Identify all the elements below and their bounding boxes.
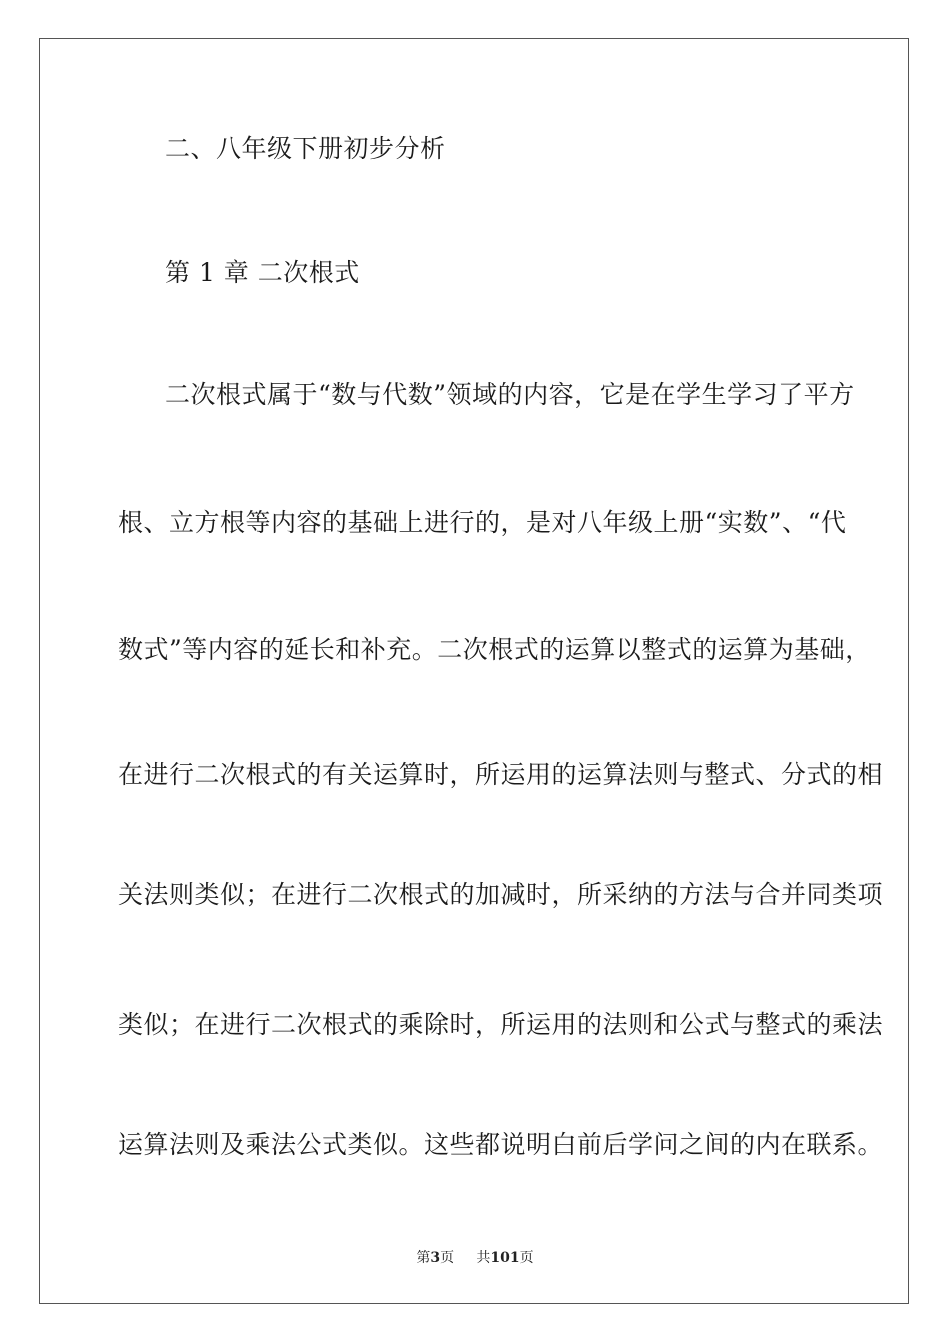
page-number: 3 xyxy=(430,1250,441,1266)
paragraph-line: 关法则类似；在进行二次根式的加减时，所采纳的方法与合并同类项 xyxy=(118,880,884,909)
total-suffix: 页 xyxy=(519,1250,534,1266)
page-border xyxy=(39,38,909,1304)
page-prefix: 第 xyxy=(416,1250,431,1266)
chapter-heading: 第 1 章 二次根式 xyxy=(165,258,360,287)
total-pages: 101 xyxy=(490,1250,520,1266)
paragraph-line: 根、立方根等内容的基础上进行的，是对八年级上册“实数”、“代 xyxy=(118,508,847,537)
paragraph-line: 类似；在进行二次根式的乘除时，所运用的法则和公式与整式的乘法 xyxy=(118,1010,884,1039)
paragraph-line: 数式”等内容的延长和补充。二次根式的运算以整式的运算为基础， xyxy=(118,635,871,664)
paragraph-line: 在进行二次根式的有关运算时，所运用的运算法则与整式、分式的相 xyxy=(118,760,884,789)
paragraph-line: 二次根式属于“数与代数”领域的内容，它是在学生学习了平方 xyxy=(165,380,855,409)
section-heading: 二、八年级下册初步分析 xyxy=(165,134,446,163)
total-prefix: 共 xyxy=(476,1250,491,1266)
paragraph-line: 运算法则及乘法公式类似。这些都说明白前后学问之间的内在联系。 xyxy=(118,1130,884,1159)
page-footer xyxy=(0,1247,950,1267)
page-suffix: 页 xyxy=(440,1250,455,1266)
